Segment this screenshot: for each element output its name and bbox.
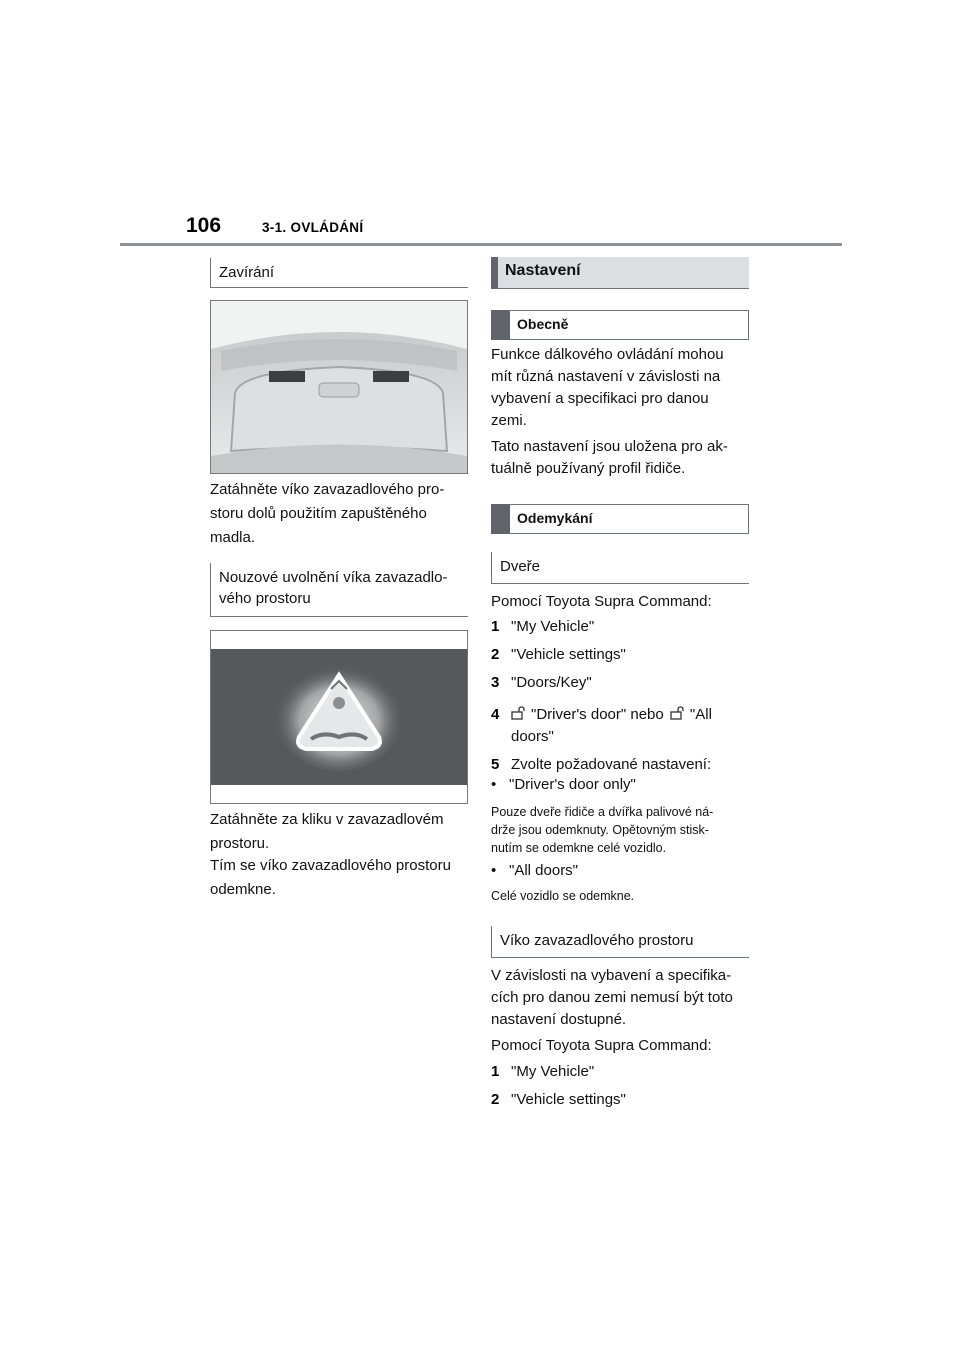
step-text: "My Vehicle"	[511, 1063, 595, 1080]
unlock-icon	[670, 706, 686, 720]
closing-text-line-1: Zatáhněte víko zavazadlového pro-	[210, 481, 445, 498]
trunk-lid-heading	[491, 926, 749, 958]
note-line-1: Pouze dveře řidiče a dvířka palivové ná-	[491, 805, 714, 819]
step-number: 5	[491, 756, 500, 773]
general-text2-line-1: Tato nastavení jsou uložena pro ak-	[491, 438, 728, 455]
step-text: Zvolte požadované nastavení:	[511, 756, 712, 773]
step-1	[491, 616, 753, 638]
settings-section-title	[491, 257, 749, 289]
step-number: 1	[491, 1063, 500, 1080]
bullet: •	[491, 862, 497, 879]
step-number: 3	[491, 674, 500, 691]
general-text-2	[491, 436, 753, 480]
option-all-doors-note: Celé vozidlo se odemkne.	[491, 889, 635, 903]
closing-text	[210, 478, 472, 550]
emergency-text	[210, 808, 472, 856]
step-number: 2	[491, 1091, 500, 1108]
closing-text-line-2: storu dolů použitím zapuštěného	[210, 505, 427, 522]
general-subsection-title	[491, 310, 749, 340]
command-intro: Pomocí Toyota Supra Command:	[491, 593, 712, 610]
general-title-label: Obecně	[517, 316, 569, 332]
option-label: "Driver's door only"	[509, 776, 636, 793]
emergency-text-line-2: prostoru.	[210, 835, 270, 852]
unlock-icon	[511, 706, 527, 720]
unlocking-title-label: Odemykání	[517, 510, 593, 526]
closing-heading	[210, 258, 468, 288]
header-divider	[120, 243, 842, 246]
page-number: 106	[186, 214, 222, 237]
emergency-handle-illustration	[210, 630, 468, 804]
general-text-line-4: zemi.	[491, 412, 527, 429]
emergency-handle-image	[211, 631, 467, 803]
trunk-text-line-1: V závislosti na vybavení a specifika-	[491, 967, 732, 984]
emergency-text2-line-2: odemkne.	[210, 881, 276, 898]
chapter-title: 3-1. OVLÁDÁNÍ	[262, 220, 364, 235]
emergency-text-2	[210, 854, 472, 902]
step-text: "Vehicle settings"	[511, 646, 626, 663]
step-text: "Vehicle settings"	[511, 1091, 626, 1108]
trunk-lid-text	[491, 965, 756, 1031]
option-drivers-door-note	[491, 803, 756, 857]
trunk-heading-label: Víko zavazadlového prostoru	[500, 932, 694, 949]
general-text-line-3: vybavení a specifikaci pro danou	[491, 390, 709, 407]
step-text: "Doors/Key"	[511, 674, 592, 691]
option-drivers-door-only	[491, 774, 753, 796]
step-4	[491, 704, 753, 748]
general-text2-line-2: tuálně používaný profil řidiče.	[491, 460, 686, 477]
step-number: 2	[491, 646, 500, 663]
step2-1	[491, 1061, 753, 1083]
step-4-text-line2: doors"	[511, 728, 554, 745]
doors-heading-label: Dveře	[500, 558, 541, 575]
note-line-2: drže jsou odemknuty. Opětovným stisk-	[491, 823, 709, 837]
trunk-text-line-3: nastavení dostupné.	[491, 1011, 627, 1028]
option-label: "All doors"	[509, 862, 579, 879]
emergency-release-heading	[210, 563, 468, 617]
step-4-text-part1: "Driver's door" nebo	[531, 706, 664, 723]
trunk-lid-illustration	[210, 300, 468, 474]
step2-2	[491, 1089, 753, 1111]
emergency-heading-line-1: Nouzové uvolnění víka zavazadlo-	[219, 569, 448, 586]
option-all-doors	[491, 860, 753, 882]
trunk-text-line-2: cích pro danou zemi nemusí být toto	[491, 989, 733, 1006]
command-intro-2: Pomocí Toyota Supra Command:	[491, 1037, 712, 1054]
step-number: 1	[491, 618, 500, 635]
settings-title-label: Nastavení	[505, 262, 581, 279]
step-4-text-part2: "All	[689, 706, 712, 723]
closing-text-line-3: madla.	[210, 529, 256, 546]
general-text	[491, 344, 753, 432]
emergency-text-line-1: Zatáhněte za kliku v zavazadlovém	[210, 811, 444, 828]
emergency-text2-line-1: Tím se víko zavazadlového prostoru	[210, 857, 451, 874]
unlocking-subsection-title	[491, 504, 749, 534]
step-5	[491, 754, 753, 776]
trunk-lid-image	[211, 301, 467, 473]
doors-heading	[491, 552, 749, 584]
step-text: "My Vehicle"	[511, 618, 595, 635]
general-text-line-1: Funkce dálkového ovládání mohou	[491, 346, 724, 363]
note-line-3: nutím se odemkne celé vozidlo.	[491, 841, 667, 855]
step-number: 4	[491, 706, 500, 723]
general-text-line-2: mít různá nastavení v závislosti na	[491, 368, 721, 385]
emergency-heading-line-2: vého prostoru	[219, 590, 311, 607]
bullet: •	[491, 776, 497, 793]
step-3	[491, 672, 753, 694]
closing-heading-label: Zavírání	[219, 264, 275, 281]
step-2	[491, 644, 753, 666]
